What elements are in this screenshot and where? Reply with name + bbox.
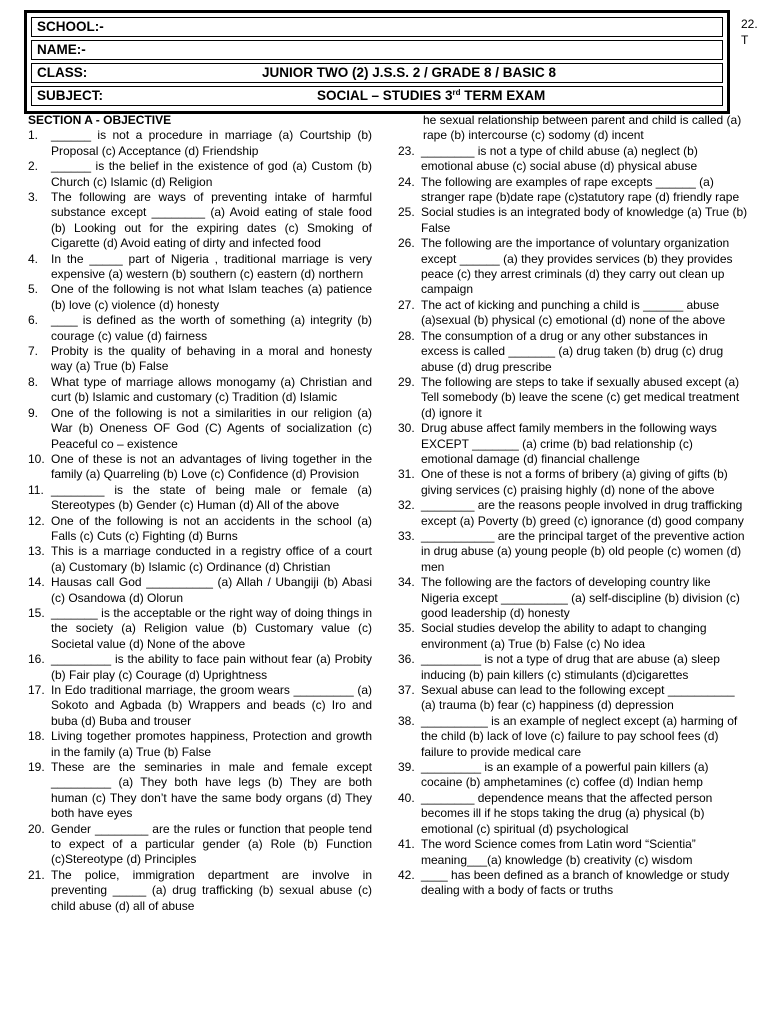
question-number: 31.	[398, 467, 415, 482]
question-number: 19.	[28, 760, 45, 775]
question-item	[398, 683, 748, 714]
question-number: 41.	[398, 837, 415, 852]
left-column	[28, 113, 372, 914]
question-number: 10.	[28, 451, 45, 466]
question-text: Probity is the quality of behaving in a moral and honesty way (a) True (b) False	[51, 344, 372, 374]
question-number: 29.	[398, 374, 415, 389]
question-item	[398, 575, 748, 621]
right-column	[398, 113, 748, 899]
question-item	[398, 329, 748, 375]
question-text: The police, immigration department are involve in preventing _____ (a) drug trafficking (b) sexual abuse (c) child abuse (d) all of abuse	[51, 867, 372, 913]
question-text: One of these is not an advantages of living together in the family (a) Quarreling (b) Love (c) Confidence (d) Provision	[51, 451, 372, 482]
question-text: The consumption of a drug or any other substances in excess is called _______ (a) drug taken (b) drug (c) drug abuse (d) drug prescribe	[421, 328, 724, 374]
question-number: 3.	[28, 190, 39, 205]
question-text: One of the following is not a similarities in our religion (a) War (b) Oneness OF God (C) Agents of socialization (c) Peaceful co – existence	[51, 405, 372, 451]
class-label: CLASS:	[37, 65, 88, 80]
question-item	[398, 621, 748, 652]
question-text: The following are steps to take if sexually abused except (a) Tell somebody (b) leave the scene (c) get medical treatment (d) ignore it	[421, 374, 740, 420]
question-text: __________ is an example of neglect except (a) harming of the child (b) lack of love (c) failure to pay school fees (d) failure to provide medical care	[421, 713, 738, 759]
subject-value-ordinal: rd	[452, 88, 461, 97]
question-number: 25.	[398, 205, 415, 220]
question-item	[398, 760, 748, 791]
school-row	[31, 17, 723, 37]
school-label: SCHOOL:-	[37, 19, 104, 34]
class-row	[31, 63, 723, 83]
question-item	[398, 467, 748, 498]
question-item	[398, 421, 748, 467]
question-number: 9.	[28, 405, 39, 420]
question-item	[398, 714, 748, 760]
question-item	[28, 190, 372, 252]
subject-value-main: SOCIAL – STUDIES 3	[317, 88, 453, 103]
question-number: 20.	[28, 821, 45, 836]
question-item	[28, 760, 372, 822]
question-item	[28, 729, 372, 760]
question-number: 14.	[28, 575, 45, 590]
question-number: 33.	[398, 528, 415, 543]
question-number: 21.	[28, 867, 45, 882]
question-number: 35.	[398, 621, 415, 636]
question-item	[28, 159, 372, 190]
question-item	[398, 205, 748, 236]
question-number: 11.	[28, 482, 44, 497]
question-text: Gender ________ are the rules or function that people tend to expect of a particular gender (a) Role (b) Function (c)Stereotype (d) Principles	[51, 821, 372, 867]
question-number: 36.	[398, 652, 415, 667]
name-row	[31, 40, 723, 60]
question-text: This is a marriage conducted in a registry office of a court (a) Customary (b) Islamic (c) Ordinance (d) Christian	[51, 544, 372, 574]
question-number: 18.	[28, 729, 45, 744]
question-number: 27.	[398, 297, 415, 312]
side-note	[741, 16, 758, 48]
question-number: 15.	[28, 605, 45, 620]
question-item	[28, 452, 372, 483]
question-text: One of the following is not what Islam teaches (a) patience (b) love (c) violence (d) honesty	[51, 282, 372, 312]
name-label: NAME:-	[37, 42, 86, 57]
question-text: Social studies is an integrated body of knowledge (a) True (b) False	[421, 205, 748, 235]
question-number: 4.	[28, 251, 39, 266]
question-item	[28, 252, 372, 283]
question-text: ________ dependence means that the affected person becomes ill if he stops taking the drug (a) physical (b) emotional (c) spiritual (d) psychological	[421, 790, 713, 836]
question-item	[398, 837, 748, 868]
subject-row	[31, 86, 723, 106]
question-number: 12.	[28, 513, 45, 528]
question-item	[28, 483, 372, 514]
question-item	[28, 375, 372, 406]
question-text: ___________ are the principal target of the preventive action in drug abuse (a) young people (b) old people (c) women (d) men	[421, 528, 745, 574]
question-text: In Edo traditional marriage, the groom wears _________ (a) Sokoto and Agbada (b) Wrappers and beads (c) Iro and buba (d) Buba and trouser	[51, 683, 372, 728]
question-number: 7.	[28, 344, 39, 359]
question-item	[28, 683, 372, 729]
question-item	[28, 575, 372, 606]
question-number: 34.	[398, 575, 415, 590]
question-text: The following are examples of rape excepts ______ (a) stranger rape (b)date rape (c)statutory rape (d) friendly rape	[421, 174, 740, 205]
question-item	[28, 406, 372, 452]
question-text: ______ is not a procedure in marriage (a) Courtship (b) Proposal (c) Acceptance (d) Friendship	[51, 128, 372, 158]
question-item	[398, 298, 748, 329]
question-text: These are the seminaries in male and female except _________ (a) They both have legs (b) They are both human (c) They don’t have the same body organs (d) They both have eyes	[51, 760, 372, 821]
question-text: Drug abuse affect family members in the following ways EXCEPT _______ (a) crime (b) bad relationship (c) emotional damage (d) financial challenge	[421, 421, 717, 466]
question-item	[398, 175, 748, 206]
question-number: 42.	[398, 867, 415, 882]
question-item	[28, 344, 372, 375]
question-number: 13.	[28, 544, 45, 559]
question-item	[398, 652, 748, 683]
question-item	[28, 282, 372, 313]
right-question-list	[398, 144, 748, 899]
question-item	[398, 498, 748, 529]
exam-header	[24, 10, 730, 114]
question-number: 24.	[398, 174, 415, 189]
question-text: In the _____ part of Nigeria , traditional marriage is very expensive (a) western (b) southern (c) eastern (d) northern	[51, 251, 372, 282]
question-item	[28, 652, 372, 683]
left-question-list	[28, 128, 372, 914]
question-item	[398, 529, 748, 575]
question-text: The following are the importance of voluntary organization except ______ (a) they provides services (b) they provides peace (c) they arrest criminals (d) they carry out clean up campaign	[421, 236, 733, 297]
question-text: _________ is not a type of drug that are abuse (a) sleep inducing (b) pain killers (c) stimulants (d)cigarettes	[421, 652, 720, 682]
question-text: ________ is not a type of child abuse (a) neglect (b) emotional abuse (c) social abuse (d) physical abuse	[421, 143, 698, 174]
question-number: 6.	[28, 313, 39, 328]
question-number: 38.	[398, 713, 415, 728]
question-number: 16.	[28, 652, 45, 667]
question-item	[28, 822, 372, 868]
question-number: 39.	[398, 760, 415, 775]
question-item	[28, 514, 372, 545]
question-item	[398, 236, 748, 298]
question-number: 5.	[28, 282, 39, 297]
side-note-line: T	[741, 33, 749, 47]
question-text: One of the following is not an accidents in the school (a) Falls (c) Cuts (c) Fighting (d) Burns	[51, 513, 372, 543]
question-number: 40.	[398, 790, 415, 805]
question-text: Living together promotes happiness, Protection and growth in the family (a) True (b) False	[51, 729, 372, 759]
question-item	[28, 606, 372, 652]
question-item	[398, 144, 748, 175]
question-text: The act of kicking and punching a child is ______ abuse (a)sexual (b) physical (c) emotional (d) none of the above	[421, 297, 726, 328]
question-item	[28, 313, 372, 344]
subject-value-term: TERM EXAM	[460, 88, 546, 103]
question-text: ________ is the state of being male or female (a) Stereotypes (b) Gender (c) Human (d) All of the above	[51, 482, 372, 513]
question-number: 17.	[28, 683, 45, 698]
question-text: What type of marriage allows monogamy (a) Christian and curt (b) Islamic and customary (c) Tradition (d) Islamic	[51, 374, 372, 405]
question-item	[398, 868, 748, 899]
question-text: _________ is the ability to face pain without fear (a) Probity (b) Fair play (c) Courage (d) Uprightness	[51, 652, 372, 682]
question-text: The word Science comes from Latin word “Scientia” meaning___(a) knowledge (b) creativity (c) wisdom	[421, 837, 696, 867]
question-item	[28, 868, 372, 914]
section-title: SECTION A - OBJECTIVE	[28, 113, 172, 127]
question-number: 8.	[28, 374, 39, 389]
question-item	[28, 128, 372, 159]
subject-label: SUBJECT:	[37, 88, 104, 103]
question-text: ________ are the reasons people involved in drug trafficking except (a) Poverty (b) greed (c) ignorance (d) good company	[421, 498, 744, 528]
question-text: One of these is not a forms of bribery (a) giving of gifts (b) giving services (c) praising highly (d) none of the above	[421, 467, 728, 497]
question-text: _________ is an example of a powerful pain killers (a) cocaine (b) amphetamines (c) coffee (d) Indian hemp	[421, 760, 709, 790]
question-item	[398, 375, 748, 421]
question-text: _______ is the acceptable or the right way of doing things in the society (a) Religion value (b) Customary value (c) Societal value (d) None of the above	[51, 605, 372, 651]
question-item	[28, 544, 372, 575]
side-note-line: 22.	[741, 17, 758, 31]
question-text: Sexual abuse can lead to the following except __________ (a) trauma (b) fear (c) happiness (d) depression	[421, 683, 735, 713]
question-text: ____ is defined as the worth of something (a) integrity (b) courage (c) value (d) fairness	[51, 313, 372, 343]
subject-value	[317, 87, 545, 105]
class-value: JUNIOR TWO (2) J.S.S. 2 / GRADE 8 / BASIC 8	[262, 65, 557, 80]
question-item	[398, 791, 748, 837]
question-number: 28.	[398, 328, 415, 343]
question-number: 26.	[398, 236, 415, 251]
question-text: The following are the factors of developing country like Nigeria except __________ (a) self-discipline (b) division (c) good leadership (d) honesty	[421, 575, 740, 620]
question-number: 37.	[398, 683, 415, 698]
question-number: 2.	[28, 159, 39, 174]
question-text: The following are ways of preventing intake of harmful substance except ________ (a) Avoid eating of stale food (b) Looking out for the expiring dates (c) Smoking of Cigarette (d) Avoid eating of dirty and infected food	[51, 190, 372, 251]
question-text: Social studies develop the ability to adapt to changing environment (a) True (b) False (c) No idea	[421, 621, 707, 651]
question-text: ______ is the belief in the existence of god (a) Custom (b) Church (c) Islamic (d) Religion	[51, 159, 372, 189]
question-text: ____ has been defined as a branch of knowledge or study dealing with a body of facts or truths	[421, 867, 730, 898]
question-number: 30.	[398, 421, 415, 436]
question-number: 32.	[398, 498, 415, 513]
question-number: 1.	[28, 128, 39, 143]
question-text: Hausas call God __________ (a) Allah / Ubangiji (b) Abasi (c) Osandowa (d) Olorun	[51, 575, 372, 605]
question-continuation: he sexual relationship between parent and child is called (a) rape (b) intercourse (c) sodomy (d) incent	[423, 113, 742, 143]
question-number: 23.	[398, 143, 415, 158]
